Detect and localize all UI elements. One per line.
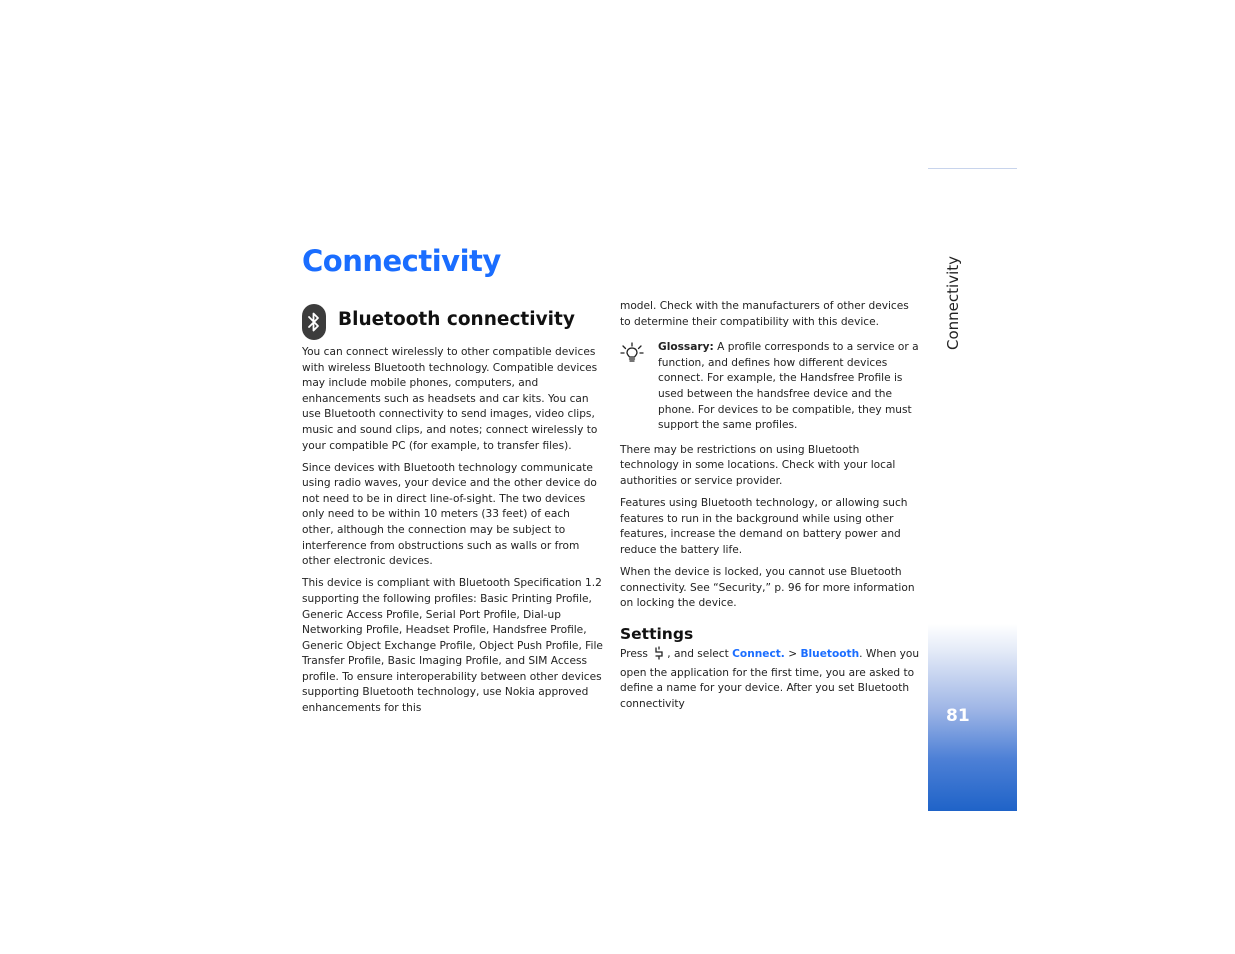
- lightbulb-tip-icon: [620, 340, 658, 434]
- paragraph: There may be restrictions on using Bluetooth technology in some locations. Check with your local authorities or service provider.: [620, 443, 896, 487]
- paragraph: Since devices with Bluetooth technology communicate using radio waves, your device and the other device do not need to be in direct line-of-sight. The two devices only need to be within 10 meters (33 feet) of each other, although the connection may be subject to interference from obstructions such as walls or from other electronic devices.: [302, 461, 597, 568]
- paragraph: You can connect wirelessly to other compatible devices with wireless Bluetooth technology. Compatible devices may include mobile phones, computers, and enhancements such as headsets and car kits. You can use Bluetooth connectivity to send images, video clips, music and sound clips, and notes; connect wirelessly to your compatible PC (for example, to transfer files).: [302, 346, 598, 452]
- left-column: [302, 345, 604, 723]
- text-and-select: , and select: [667, 648, 733, 661]
- glossary-label: Glossary:: [658, 341, 714, 354]
- section-title: Bluetooth connectivity: [338, 308, 575, 330]
- settings-heading: Settings: [620, 624, 694, 643]
- glossary-tip: [620, 340, 920, 434]
- menu-key-icon: [653, 646, 665, 666]
- bluetooth-icon: [302, 304, 326, 340]
- glossary-body: A profile corresponds to a service or a function, and defines how different devices connect. For example, the Handsfree Profile is used between the handsfree device and the phone. For devices to be compatible, they must support the same profiles.: [658, 341, 919, 432]
- settings-paragraph: [620, 646, 920, 712]
- text-rest: . When you open the application for the first time, you are asked to define a name for your device. After you set Bluetooth connectivity: [620, 648, 920, 711]
- right-column: [620, 299, 920, 719]
- paragraph: Features using Bluetooth technology, or allowing such features to run in the background while using other features, increase the demand on battery power and reduce the battery life.: [620, 497, 908, 556]
- paragraph: This device is compliant with Bluetooth Specification 1.2 supporting the following profiles: Basic Printing Profile, Generic Access Profile, Serial Port Profile, Dial-up Networking Profile, Headset Profile, Handsfree Profile, Generic Object Exchange Profile, Object Push Profile, File Transfer Profile, Basic Imaging Profile, and SIM Access profile. To ensure interoperability between other devices supporting Bluetooth technology, use Nokia approved enhancements for this: [302, 577, 603, 715]
- paragraph: When the device is locked, you cannot use Bluetooth connectivity. See “Security,” p. 96 for more information on locking the device.: [620, 565, 915, 610]
- side-tab-label: Connectivity: [944, 256, 962, 350]
- paragraph: model. Check with the manufacturers of other devices to determine their compatibility with this device.: [620, 300, 909, 328]
- page-number: 81: [946, 706, 970, 726]
- menu-connect-link: Connect.: [732, 648, 785, 661]
- menu-bluetooth-link: Bluetooth: [800, 648, 860, 661]
- chapter-side-tab: [928, 168, 1017, 811]
- text-separator: >: [784, 648, 801, 661]
- section-heading: [302, 298, 575, 340]
- chapter-title: Connectivity: [302, 244, 501, 278]
- text-press: Press: [620, 648, 652, 661]
- glossary-text: [658, 340, 920, 434]
